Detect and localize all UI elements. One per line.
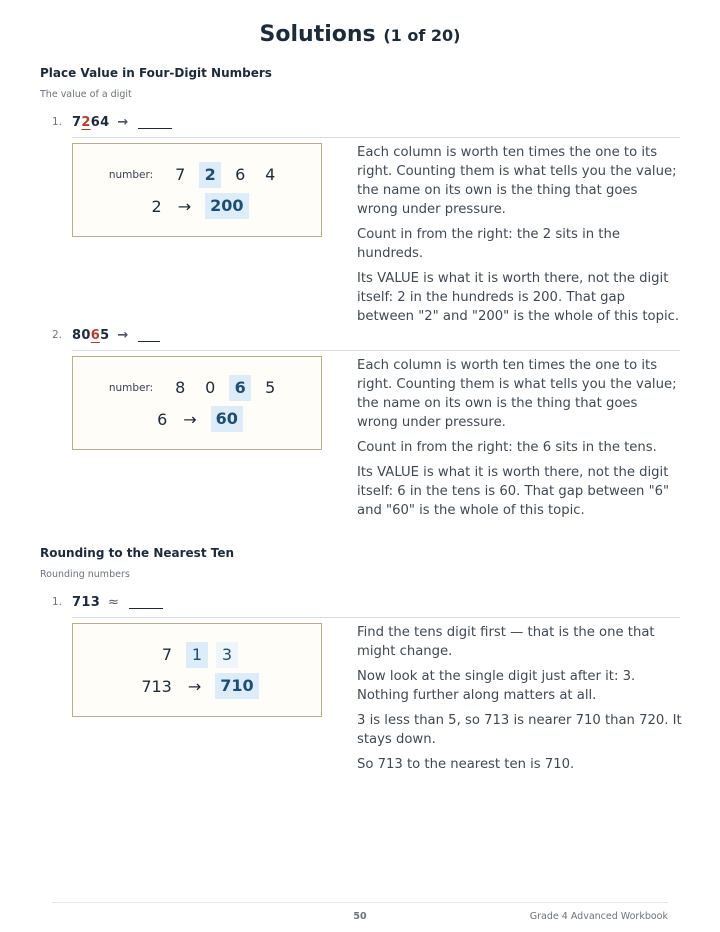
digit-row	[73, 375, 321, 401]
result-value: 710	[215, 673, 258, 699]
digit-cell: 8	[175, 378, 186, 397]
question-highlight-digit: 2	[81, 114, 91, 130]
explanation-paragraph: 3 is less than 5, so 713 is nearer 710 than 720. It stays down.	[357, 713, 682, 747]
digit-cell: 4	[265, 165, 276, 184]
digit-row	[73, 642, 321, 668]
explanation	[357, 143, 682, 332]
result-value: 60	[211, 406, 243, 432]
explanation-paragraph: Now look at the single digit just after it: 3. Nothing further along matters at all.	[357, 669, 636, 703]
explanation-paragraph: Its VALUE is what it is worth there, not the digit itself: 2 in the hundreds is 200. That gap between "2" and "200" is the whole of this topic.	[357, 271, 680, 324]
digit-row	[73, 162, 321, 188]
section-title: Place Value in Four-Digit Numbers	[40, 66, 272, 80]
explanation-paragraph: Each column is worth ten times the one to its right. Counting them is what tells you the value; the name on its own is the thing that goes wrong under pressure.	[357, 358, 677, 430]
explanation-paragraph: Its VALUE is what it is worth there, not the digit itself: 6 in the tens is 60. That gap between "6" and "60" is the whole of this topic.	[357, 465, 670, 518]
divider	[72, 350, 680, 351]
section-subtitle: Rounding numbers	[40, 569, 130, 580]
result-digit: 6	[157, 409, 168, 429]
digit-cell: 0	[205, 378, 216, 397]
result-digit: 2	[151, 196, 162, 216]
explanation	[357, 623, 682, 780]
arrow-icon: →	[187, 676, 202, 696]
question-digits-suffix: 64	[90, 114, 110, 130]
book-title: Grade 4 Advanced Workbook	[529, 911, 668, 922]
result-value: 200	[205, 193, 248, 219]
page-title-main: Solutions	[259, 22, 376, 47]
section-subtitle: The value of a digit	[40, 89, 132, 100]
question-number-text: 713	[72, 594, 101, 610]
divider	[72, 137, 680, 138]
explanation-paragraph: Find the tens digit first — that is the one that might change.	[357, 625, 655, 659]
worked-solution-box	[72, 143, 322, 237]
worked-solution-box	[72, 356, 322, 450]
arrow-icon: →	[183, 409, 197, 429]
answer-blank	[129, 596, 163, 609]
question-digits-suffix: 5	[100, 327, 110, 343]
digit-cell-highlighted: 3	[216, 642, 238, 668]
approx-symbol: ≈	[108, 594, 119, 610]
digit-cell: 5	[265, 378, 276, 397]
question-number: 2.	[52, 329, 63, 341]
digit-cell-highlighted: 1	[186, 642, 208, 668]
digit-cell-highlighted: 6	[229, 375, 251, 401]
question-number: 1.	[52, 116, 63, 128]
digit-cell: 7	[175, 165, 186, 184]
explanation	[357, 356, 682, 526]
arrow-icon: →	[177, 196, 192, 216]
question-digits-prefix: 7	[72, 114, 82, 130]
explanation-paragraph: Each column is worth ten times the one to its right. Counting them is what tells you the value; the name on its own is the thing that goes wrong under pressure.	[357, 145, 677, 217]
answer-blank	[138, 329, 160, 342]
digit-cell: 6	[235, 165, 246, 184]
digit-cell: 7	[161, 645, 173, 664]
explanation-paragraph: Count in from the right: the 2 sits in the hundreds.	[357, 227, 620, 261]
footer-divider	[52, 902, 668, 903]
question-digits-prefix: 80	[72, 327, 91, 343]
start-value: 713	[141, 676, 172, 696]
answer-blank	[138, 116, 172, 129]
result-row	[73, 406, 321, 432]
arrow-icon: →	[117, 327, 129, 343]
question-number-text	[72, 328, 109, 343]
result-row	[73, 673, 321, 699]
page-title-sub: (1 of 20)	[383, 26, 461, 45]
explanation-paragraph: So 713 to the nearest ten is 710.	[357, 757, 575, 772]
number-label: number:	[108, 382, 154, 394]
page-number: 50	[353, 911, 367, 922]
result-row	[73, 193, 321, 219]
arrow-icon: →	[117, 114, 129, 130]
question-line	[52, 112, 172, 132]
question-highlight-digit: 6	[90, 327, 101, 343]
worked-solution-box	[72, 623, 322, 717]
question-number-text	[72, 115, 109, 130]
section-title: Rounding to the Nearest Ten	[40, 546, 235, 560]
page-title	[0, 22, 720, 47]
number-label: number:	[108, 169, 154, 181]
explanation-paragraph: Count in from the right: the 6 sits in the tens.	[357, 440, 657, 455]
question-line	[52, 325, 160, 345]
question-number: 1.	[52, 596, 63, 608]
question-line	[52, 592, 163, 612]
digit-cell-highlighted: 2	[199, 162, 221, 188]
divider	[72, 617, 680, 618]
